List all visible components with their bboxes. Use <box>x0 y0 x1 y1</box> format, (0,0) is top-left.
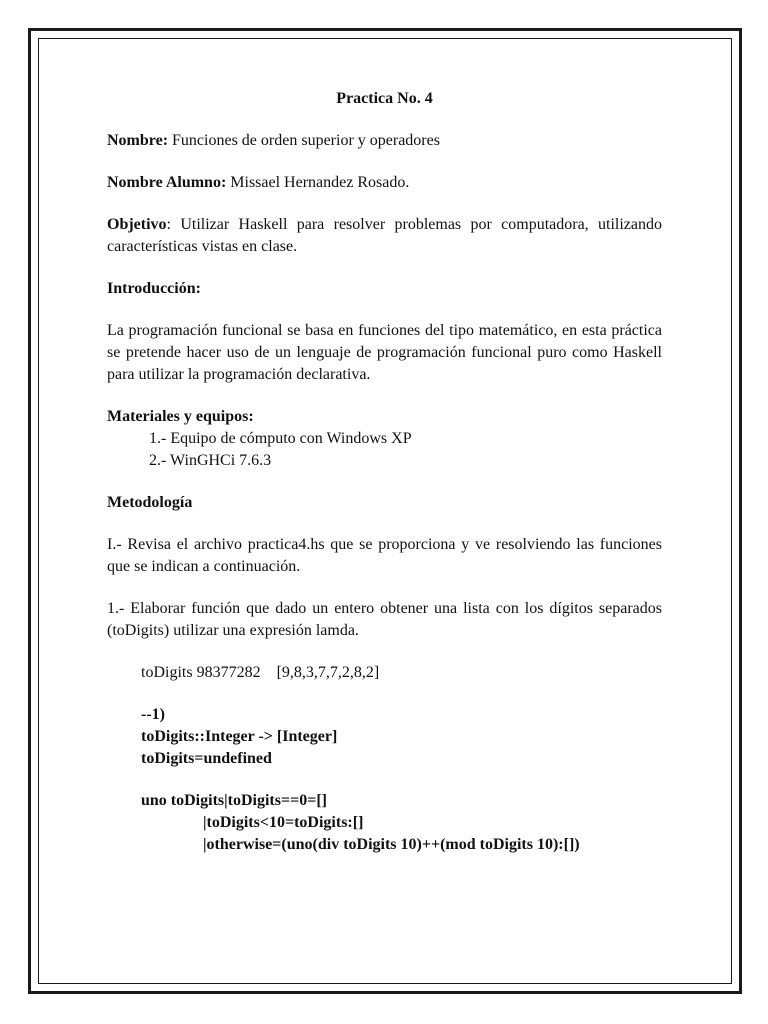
metodologia-intro: I.- Revisa el archivo practica4.hs que se proporciona y ve resolviendo las funciones que se indican a continuación. <box>107 536 662 575</box>
list-item: 2.- WinGHCi 7.6.3 <box>149 452 272 469</box>
nombre-label: Nombre: <box>107 132 169 149</box>
document-title: Practica No. 4 <box>336 90 433 107</box>
list-item: 1.- Equipo de cómputo con Windows XP <box>149 430 412 447</box>
objetivo-paragraph <box>107 214 662 258</box>
metodologia-heading: Metodología <box>107 494 193 511</box>
materiales-heading: Materiales y equipos: <box>107 408 254 425</box>
nombre-value: Funciones de orden superior y operadores <box>172 132 440 149</box>
materiales-list <box>107 428 662 472</box>
code-line: |toDigits<10=toDigits:[] <box>203 814 364 831</box>
objetivo-value: : Utilizar Haskell para resolver problemas por computadora, utilizando características vistas en clase. <box>107 216 662 255</box>
code-block <box>107 704 662 856</box>
nombre-line <box>107 130 662 152</box>
document-body <box>107 88 662 856</box>
example-result: [9,8,3,7,7,2,8,2] <box>276 664 380 681</box>
task1-paragraph: 1.- Elaborar función que dado un entero obtener una lista con los dígitos separados (toDigits) utilizar una expresión lamda. <box>107 600 662 639</box>
alumno-value: Missael Hernandez Rosado. <box>230 174 410 191</box>
code-line: toDigits::Integer -> [Integer] <box>141 728 338 745</box>
code-blank-line <box>141 770 662 790</box>
introduccion-paragraph: La programación funcional se basa en funciones del tipo matemático, en esta práctica se pretende hacer uso de un lenguaje de programación funcional puro como Haskell para utilizar la programación declarativa. <box>107 322 662 383</box>
code-line: --1) <box>141 706 165 723</box>
example-call: toDigits 98377282 <box>141 664 261 681</box>
example-line <box>107 662 662 684</box>
objetivo-label: Objetivo <box>107 216 167 233</box>
code-line: uno toDigits|toDigits==0=[] <box>141 792 327 809</box>
alumno-line <box>107 172 662 194</box>
code-line: toDigits=undefined <box>141 750 272 767</box>
introduccion-heading: Introducción: <box>107 280 201 297</box>
code-line: |otherwise=(uno(div toDigits 10)++(mod toDigits 10):[]) <box>203 836 580 853</box>
alumno-label: Nombre Alumno: <box>107 174 227 191</box>
